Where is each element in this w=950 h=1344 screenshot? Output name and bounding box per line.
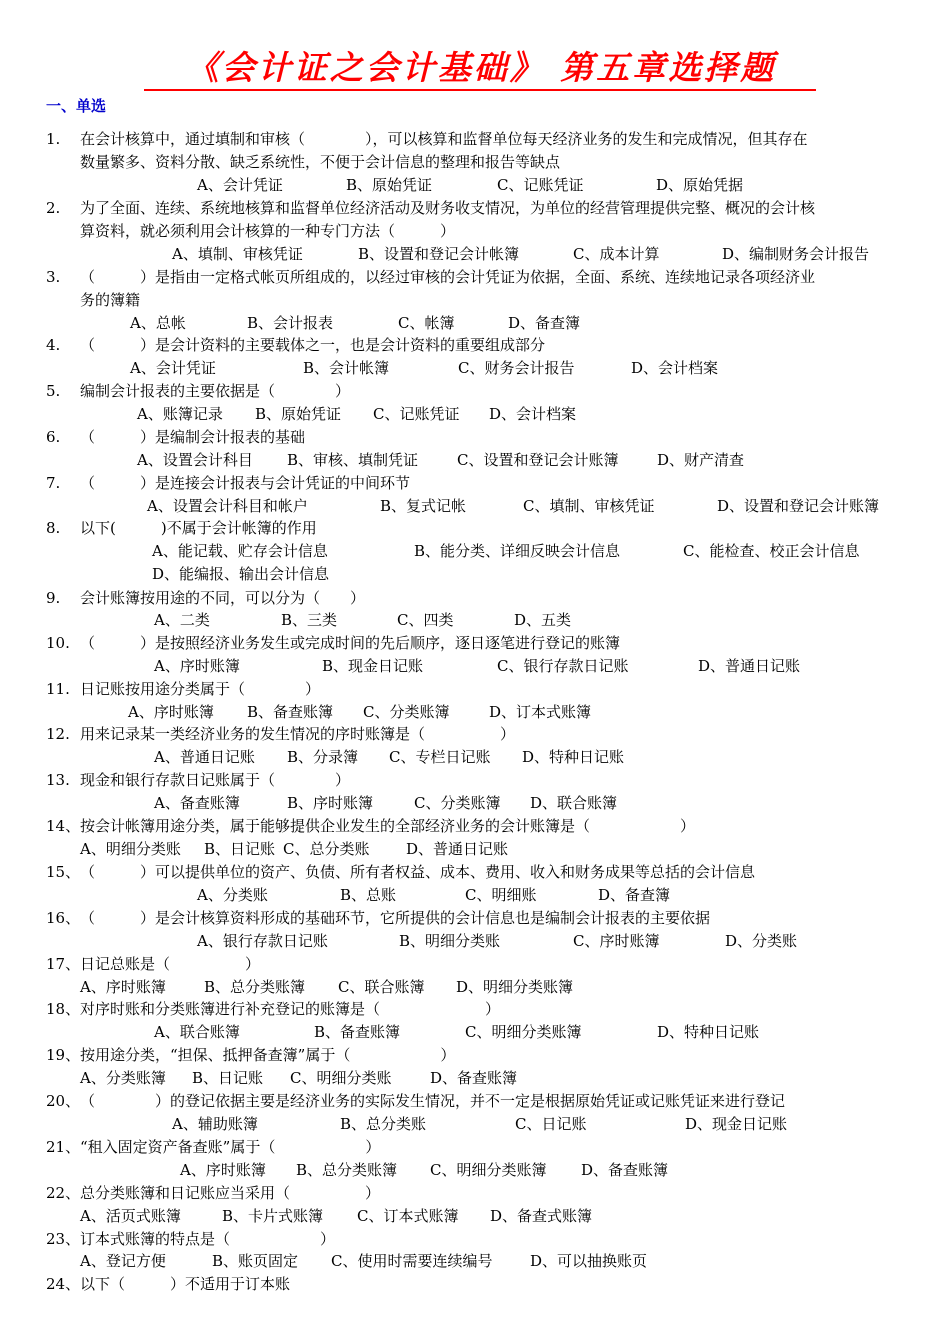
question-text: 为了全面、连续、系统地核算和监督单位经济活动及财务收支情况，为单位的经营管理提供完整、概况的会计核	[80, 199, 816, 217]
answer-option: D、联合账簿	[530, 794, 618, 812]
question-number: 12.	[46, 725, 70, 743]
question-text: 对序时账和分类账簿进行补充登记的账簿是（ ）	[80, 1000, 501, 1018]
question-text: “租入固定资产备查账”属于（ ）	[80, 1138, 381, 1156]
question-number: 24、	[46, 1275, 81, 1293]
question-text: 以下（ ）不适用于订本账	[80, 1275, 291, 1293]
question-number: 21、	[46, 1138, 81, 1156]
answer-option: C、银行存款日记账	[497, 657, 629, 675]
answer-option: A、二类	[154, 611, 210, 629]
answer-option: B、备查账簿	[247, 703, 334, 721]
question-text: 现金和银行存款日记账属于（ ）	[80, 771, 351, 789]
answer-option: C、帐簿	[398, 314, 455, 332]
answer-option: A、账簿记录	[137, 405, 223, 423]
question-text: （ ）是指由一定格式帐页所组成的，以经过审核的会计凭证为依据，全面、系统、连续地记录各项经济业	[80, 268, 816, 286]
answer-option: C、设置和登记会计账簿	[457, 451, 619, 469]
question-number: 18、	[46, 1000, 81, 1018]
answer-option: C、填制、审核凭证	[523, 497, 655, 515]
answer-option: C、专栏日记账	[389, 748, 491, 766]
answer-option: D、现金日记账	[685, 1115, 788, 1133]
answer-option: A、登记方便	[80, 1252, 166, 1270]
answer-option: A、会计凭证	[197, 176, 283, 194]
answer-option: A、分类账	[197, 886, 268, 904]
answer-option: A、设置会计科目	[137, 451, 253, 469]
answer-option: A、序时账簿	[154, 657, 240, 675]
question-text: 日记账按用途分类属于（ ）	[80, 680, 321, 698]
question-text-continued: 务的簿籍	[80, 291, 141, 309]
answer-option: D、可以抽换账页	[530, 1252, 648, 1270]
question-number: 16、	[46, 909, 81, 927]
answer-option: A、能记载、贮存会计信息	[152, 542, 328, 560]
question-number: 22、	[46, 1184, 81, 1202]
answer-option: B、原始凭证	[346, 176, 433, 194]
question-number: 14、	[46, 817, 81, 835]
answer-option: C、记账凭证	[373, 405, 460, 423]
question-text: （ ）是连接会计报表与会计凭证的中间环节	[80, 474, 411, 492]
title-underline	[144, 89, 816, 91]
answer-option: D、设置和登记会计账簿	[717, 497, 880, 515]
question-number: 13.	[46, 771, 70, 789]
answer-option: B、明细分类账	[399, 932, 501, 950]
answer-option: D、财产清查	[657, 451, 745, 469]
question-number: 20、	[46, 1092, 81, 1110]
answer-option: C、总分类账	[283, 840, 370, 858]
answer-option: B、卡片式账簿	[222, 1207, 324, 1225]
answer-option: B、总账	[340, 886, 397, 904]
answer-option: D、明细分类账簿	[456, 978, 574, 996]
answer-option: D、普通日记账	[698, 657, 801, 675]
answer-option: D、订本式账簿	[489, 703, 592, 721]
answer-option: D、普通日记账	[406, 840, 509, 858]
question-text: 按用途分类，“担保、抵押备查簿”属于（ ）	[80, 1046, 456, 1064]
question-text: 按会计帐簿用途分类，属于能够提供企业发生的全部经济业务的会计账簿是（ ）	[80, 817, 696, 835]
answer-option: A、分类账簿	[80, 1069, 166, 1087]
question-text: （ ）的登记依据主要是经济业务的实际发生情况，并不一定是根据原始凭证或记账凭证来进行登记	[80, 1092, 786, 1110]
answer-option: B、总分类账簿	[296, 1161, 398, 1179]
answer-option: B、原始凭证	[255, 405, 342, 423]
answer-option: C、财务会计报告	[458, 359, 575, 377]
question-number: 6.	[46, 428, 61, 446]
answer-option: A、辅助账簿	[172, 1115, 258, 1133]
answer-option: B、现金日记账	[322, 657, 424, 675]
page-title: 《会计证之会计基础》 第五章选择题	[185, 48, 777, 87]
answer-option: A、明细分类账	[80, 840, 181, 858]
question-text: （ ）是按照经济业务发生或完成时间的先后顺序，逐日逐笔进行登记的账簿	[80, 634, 621, 652]
question-text: （ ）是会计资料的主要载体之一，也是会计资料的重要组成部分	[80, 336, 546, 354]
answer-option: D、备查簿	[508, 314, 581, 332]
answer-option: D、五类	[514, 611, 572, 629]
question-number: 7.	[46, 474, 61, 492]
question-text: 以下( )不属于会计帐簿的作用	[80, 519, 317, 537]
answer-option: C、分类账簿	[414, 794, 501, 812]
question-number: 23、	[46, 1230, 81, 1248]
question-text: 在会计核算中，通过填制和审核（ ），可以核算和监督单位每天经济业务的发生和完成情况，但其存在	[80, 130, 808, 148]
answer-option: D、备查账簿	[430, 1069, 518, 1087]
question-text: （ ）是会计核算资料形成的基础环节，它所提供的会计信息也是编制会计报表的主要依据	[80, 909, 711, 927]
answer-option: A、序时账簿	[180, 1161, 266, 1179]
answer-option: D、备查式账簿	[490, 1207, 593, 1225]
answer-option: A、序时账簿	[80, 978, 166, 996]
answer-option: A、设置会计科目和帐户	[147, 497, 308, 515]
question-number: 3.	[46, 268, 61, 286]
answer-option: A、联合账簿	[154, 1023, 240, 1041]
answer-option: D、特种日记账	[522, 748, 625, 766]
answer-option: A、序时账簿	[128, 703, 214, 721]
answer-option: A、总帐	[130, 314, 186, 332]
answer-option: D、会计档案	[631, 359, 719, 377]
question-number: 10.	[46, 634, 70, 652]
answer-option: C、订本式账簿	[357, 1207, 459, 1225]
answer-option: C、四类	[397, 611, 454, 629]
answer-option: A、活页式账簿	[80, 1207, 181, 1225]
answer-option: C、明细分类账	[290, 1069, 392, 1087]
question-number: 5.	[46, 382, 61, 400]
answer-option: B、会计报表	[247, 314, 334, 332]
answer-option: C、明细分类账簿	[430, 1161, 547, 1179]
answer-option: A、备查账簿	[154, 794, 240, 812]
answer-option: B、账页固定	[212, 1252, 299, 1270]
answer-option: D、能编报、输出会计信息	[152, 565, 330, 583]
answer-option: C、序时账簿	[573, 932, 660, 950]
answer-option: B、日记账	[204, 840, 276, 858]
answer-option: B、总分类账	[340, 1115, 427, 1133]
answer-option: A、银行存款日记账	[197, 932, 328, 950]
answer-option: A、填制、审核凭证	[172, 245, 303, 263]
question-number: 15、	[46, 863, 81, 881]
answer-option: C、能检查、校正会计信息	[683, 542, 860, 560]
answer-option: C、使用时需要连续编号	[331, 1252, 493, 1270]
question-text: 日记总账是（ ）	[80, 955, 261, 973]
answer-option: B、备查账簿	[314, 1023, 401, 1041]
section-heading: 一、单选	[46, 97, 107, 115]
answer-option: B、总分类账簿	[204, 978, 306, 996]
answer-option: C、日记账	[515, 1115, 587, 1133]
answer-option: C、分类账簿	[363, 703, 450, 721]
answer-option: C、记账凭证	[497, 176, 584, 194]
question-number: 8.	[46, 519, 61, 537]
question-text: 订本式账簿的特点是（ ）	[80, 1230, 336, 1248]
answer-option: B、审核、填制凭证	[287, 451, 419, 469]
answer-option: D、编制财务会计报告	[722, 245, 870, 263]
answer-option: C、联合账簿	[338, 978, 425, 996]
question-text-continued: 数量繁多、资料分散、缺乏系统性，不便于会计信息的整理和报告等缺点	[80, 153, 561, 171]
answer-option: D、特种日记账	[657, 1023, 760, 1041]
answer-option: B、复式记帐	[380, 497, 467, 515]
answer-option: B、会计帐簿	[303, 359, 390, 377]
answer-option: D、备查账簿	[581, 1161, 669, 1179]
question-text: （ ）是编制会计报表的基础	[80, 428, 306, 446]
question-number: 4.	[46, 336, 61, 354]
question-number: 11.	[46, 680, 70, 698]
answer-option: A、普通日记账	[154, 748, 255, 766]
question-number: 1.	[46, 130, 61, 148]
question-text: （ ）可以提供单位的资产、负债、所有者权益、成本、费用、收入和财务成果等总括的会计信息	[80, 863, 756, 881]
question-text: 总分类账簿和日记账应当采用（ ）	[80, 1184, 381, 1202]
question-number: 2.	[46, 199, 61, 217]
question-text: 编制会计报表的主要依据是（ ）	[80, 382, 351, 400]
answer-option: B、设置和登记会计帐簿	[358, 245, 520, 263]
question-number: 17、	[46, 955, 81, 973]
question-number: 9.	[46, 589, 61, 607]
answer-option: D、原始凭据	[656, 176, 744, 194]
question-text: 会计账簿按用途的不同，可以分为（ ）	[80, 589, 366, 607]
answer-option: C、成本计算	[573, 245, 660, 263]
answer-option: D、备查簿	[598, 886, 671, 904]
answer-option: C、明细分类账簿	[465, 1023, 582, 1041]
question-number: 19、	[46, 1046, 81, 1064]
answer-option: C、明细账	[465, 886, 537, 904]
answer-option: B、三类	[281, 611, 338, 629]
answer-option: B、分录簿	[287, 748, 359, 766]
answer-option: B、日记账	[192, 1069, 264, 1087]
answer-option: D、分类账	[725, 932, 798, 950]
question-text-continued: 算资料，就必须利用会计核算的一种专门方法（ ）	[80, 222, 456, 240]
answer-option: B、序时账簿	[287, 794, 374, 812]
answer-option: D、会计档案	[489, 405, 577, 423]
answer-option: B、能分类、详细反映会计信息	[414, 542, 621, 560]
answer-option: A、会计凭证	[130, 359, 216, 377]
question-text: 用来记录某一类经济业务的发生情况的序时账簿是（ ）	[80, 725, 516, 743]
